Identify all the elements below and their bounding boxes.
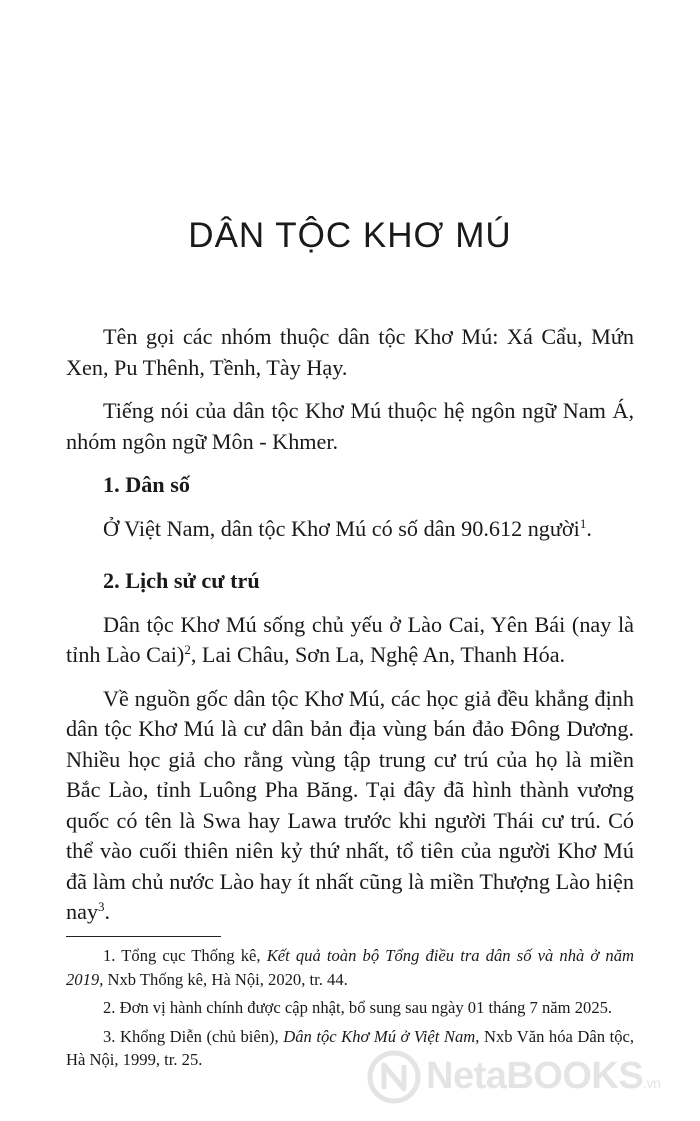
footnote-2-text: 2. Đơn vị hành chính được cập nhật, bổ sung sau ngày 01 tháng 7 năm 2025. (103, 998, 613, 1018)
footnote-3-title: Dân tộc Khơ Mú ở Việt Nam (283, 1026, 476, 1046)
paragraph-origin-text: Về nguồn gốc dân tộc Khơ Mú, các học giả đều khẳng định dân tộc Khơ Mú là cư dân bản địa vùng bán đảo Đông Dương. Nhiều học giả cho rằng vùng tập trung cư trú của họ là miền Bắc Lào, tỉnh Luông Pha Băng. Tại đây đã hình thành vương quốc có tên là Swa hay Lawa trước khi người Thái cư trú. Có thể vào cuối thiên niên kỷ thứ nhất, tổ tiên của người Khơ Mú đã làm chủ nước Lào hay ít nhất cũng là miền Thượng Lào hiện nay (66, 685, 634, 924)
footnote-ref-1[interactable]: 1 (579, 515, 587, 531)
paragraph-residence-text-a: Dân tộc Khơ Mú sống chủ yếu ở Lào Cai, Yên Bái (nay là tỉnh Lào Cai) (66, 611, 634, 667)
paragraph-population-end: . (586, 515, 592, 541)
watermark-suffix: .vn (643, 1075, 661, 1091)
section-heading-population: 1. Dân số (103, 472, 190, 497)
paragraph-residence (66, 610, 634, 671)
footnote-1-text-b: , Nxb Thống kê, Hà Nội, 2020, tr. 44. (99, 969, 348, 989)
paragraph-population (66, 514, 634, 545)
footnote-1-text-a: 1. Tổng cục Thống kê, (103, 946, 267, 965)
watermark-brand-text: NetaBOOKS (426, 1055, 644, 1097)
netabooks-logo-icon (366, 1049, 422, 1105)
paragraph-residence-text-b: , Lai Châu, Sơn La, Nghệ An, Thanh Hóa. (190, 642, 566, 667)
footnote-ref-2[interactable]: 2 (184, 642, 191, 657)
footnote-3-text-a: 3. Khổng Diễn (chủ biên), (103, 1026, 284, 1046)
footnote-1 (66, 944, 634, 991)
netabooks-watermark (362, 1047, 700, 1107)
watermark-brand (426, 1055, 660, 1098)
main-text (66, 322, 634, 941)
footnote-2 (66, 996, 634, 1020)
paragraph-language-text: Tiếng nói của dân tộc Khơ Mú thuộc hệ ngôn ngữ Nam Á, nhóm ngôn ngữ Môn - Khmer. (66, 398, 634, 454)
paragraph-origin-end: . (104, 899, 111, 924)
section-heading-history: 2. Lịch sử cư trú (103, 568, 260, 593)
footnote-3-text-b: , Nxb Văn hóa Dân tộc, Hà Nội, 1999, tr. 25. (66, 1026, 635, 1070)
footnote-divider (66, 936, 221, 937)
paragraph-names-text: Tên gọi các nhóm thuộc dân tộc Khơ Mú: Xá Cẩu, Mứn Xen, Pu Thênh, Tềnh, Tày Hạy. (66, 324, 634, 380)
footnote-1-title: Kết quả toàn bộ Tổng điều tra dân số và nhà ở năm 2019 (66, 946, 634, 989)
footnote-ref-3[interactable]: 3 (98, 899, 105, 914)
paragraph-language (66, 396, 634, 457)
paragraph-names (66, 322, 634, 383)
paragraph-population-text: Ở Việt Nam, dân tộc Khơ Mú có số dân 90.612 người (103, 515, 580, 541)
chapter-title: DÂN TỘC KHƠ MÚ (188, 216, 512, 255)
paragraph-origin (66, 684, 634, 928)
